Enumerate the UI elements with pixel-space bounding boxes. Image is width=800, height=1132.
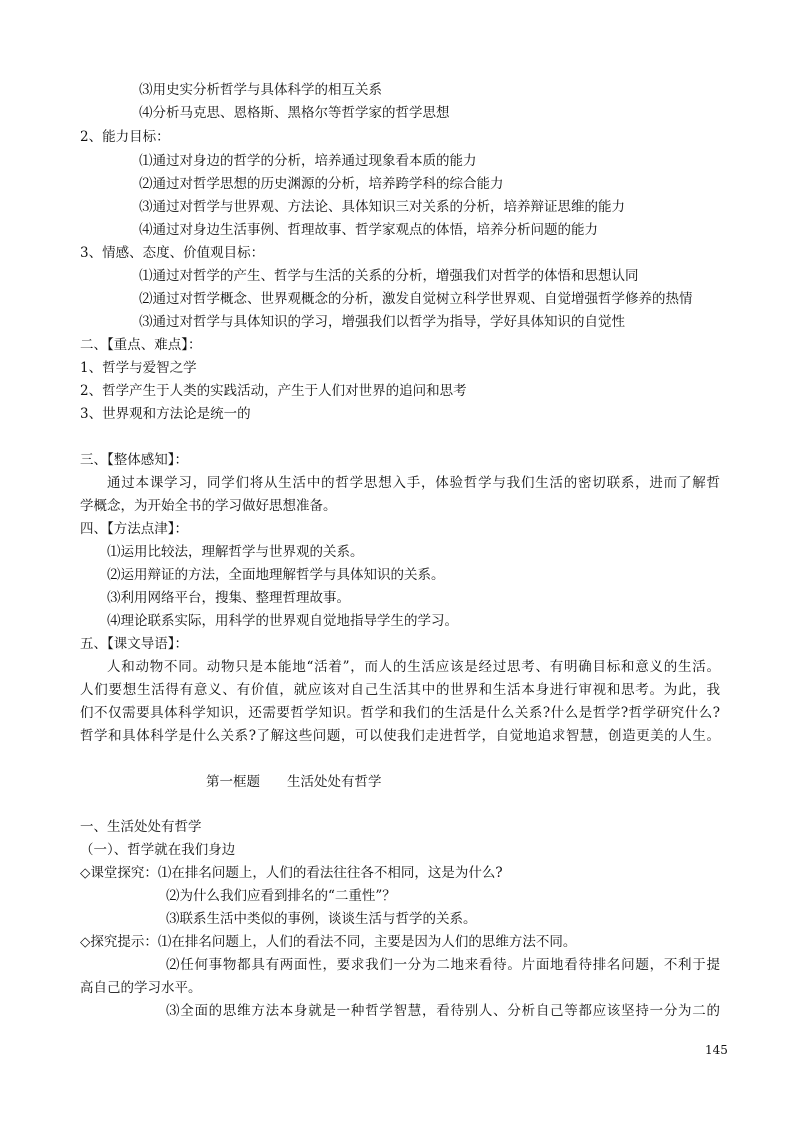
subsection-heading: （一）、哲学就在我们身边 — [80, 842, 236, 858]
paragraph-line: 人们要想生活得有意义、有价值，就应该对自己生活其中的世界和生活本身进行审视和思考。为此，我 — [80, 682, 720, 698]
section-heading: 四、【方法点津】： — [80, 521, 188, 537]
lesson-title: 第一框题 生活处处有哲学 — [206, 774, 382, 790]
section-heading: 三、【整体感知】： — [80, 452, 188, 468]
text-line: 2、哲学产生于人类的实践活动，产生于人们对世界的追问和思考 — [80, 383, 467, 399]
paragraph-line: 们不仅需要具体科学知识，还需要哲学知识。哲学和我们的生活是什么关系?什么是哲学?哲学研究什么? — [80, 705, 720, 721]
section-heading: 2、能力目标： — [80, 129, 170, 145]
paragraph-line: 人和动物不同。动物只是本能地“活着”，而人的生活应该是经过思考、有明确目标和意义的生活。 — [107, 659, 720, 675]
text-line: ⑵任何事物都具有两面性，要求我们一分为二地来看待。片面地看待排名问题，不利于提 — [166, 957, 720, 973]
text-line: ◇探究提示：⑴在排名问题上，人们的看法不同，主要是因为人们的思维方法不同。 — [80, 934, 577, 950]
paragraph-line: 学概念，为开始全书的学习做好思想准备。 — [80, 498, 337, 514]
section-heading: 五、【课文导语】： — [80, 636, 188, 652]
text-line: ⑶用史实分析哲学与具体科学的相互关系 — [139, 82, 382, 98]
text-line: ⑶通过对哲学与具体知识的学习，增强我们以哲学为指导，学好具体知识的自觉性 — [139, 314, 625, 330]
paragraph-line: 哲学和具体科学是什么关系?了解这些问题，可以使我们走进哲学，自觉地追求智慧，创造更美的人生。 — [80, 728, 720, 744]
paragraph-line: 通过本课学习，同学们将从生活中的哲学思想入手，体验哲学与我们生活的密切联系，进而了解哲 — [107, 475, 720, 491]
text-line: ⑴运用比较法，理解哲学与世界观的关系。 — [107, 544, 364, 560]
text-line: ⑵通过对哲学思想的历史渊源的分析，培养跨学科的综合能力 — [139, 176, 504, 192]
text-line: ⑶联系生活中类似的事例，谈谈生活与哲学的关系。 — [166, 911, 477, 927]
text-line: ⑷理论联系实际，用科学的世界观自觉地指导学生的学习。 — [107, 613, 458, 629]
page-number: 145 — [705, 1043, 728, 1057]
section-heading: 二、【重点、难点】： — [80, 337, 202, 353]
section-heading: 3、情感、态度、价值观目标： — [80, 245, 265, 261]
text-line: 3、世界观和方法论是统一的 — [80, 406, 251, 422]
text-line: ⑴通过对哲学的产生、哲学与生活的关系的分析，增强我们对哲学的体悟和思想认同 — [139, 268, 639, 284]
text-line: ⑵运用辩证的方法，全面地理解哲学与具体知识的关系。 — [107, 567, 445, 583]
text-line: ◇课堂探究：⑴在排名问题上，人们的看法往往各不相同，这是为什么? — [80, 865, 503, 881]
text-line: ⑶通过对哲学与世界观、方法论、具体知识三对关系的分析，培养辩证思维的能力 — [139, 199, 625, 215]
text-line: 1、哲学与爱智之学 — [80, 360, 197, 376]
text-line: ⑵为什么我们应看到排名的“二重性”？ — [166, 888, 396, 904]
text-line: ⑶全面的思维方法本身就是一种哲学智慧，看待别人、分析自己等都应该坚持一分为二的 — [166, 1003, 720, 1019]
text-line: ⑷通过对身边生活事例、哲理故事、哲学家观点的体悟，培养分析问题的能力 — [139, 222, 598, 238]
text-line: ⑴通过对身边的哲学的分析，培养通过现象看本质的能力 — [139, 153, 477, 169]
text-line: ⑷分析马克思、恩格斯、黑格尔等哲学家的哲学思想 — [139, 105, 450, 121]
text-line: ⑶利用网络平台，搜集、整理哲理故事。 — [107, 590, 350, 606]
section-heading: 一、生活处处有哲学 — [80, 819, 202, 835]
text-line: 高自己的学习水平。 — [80, 980, 202, 996]
text-line: ⑵通过对哲学概念、世界观概念的分析，激发自觉树立科学世界观、自觉增强哲学修养的热情 — [139, 291, 693, 307]
